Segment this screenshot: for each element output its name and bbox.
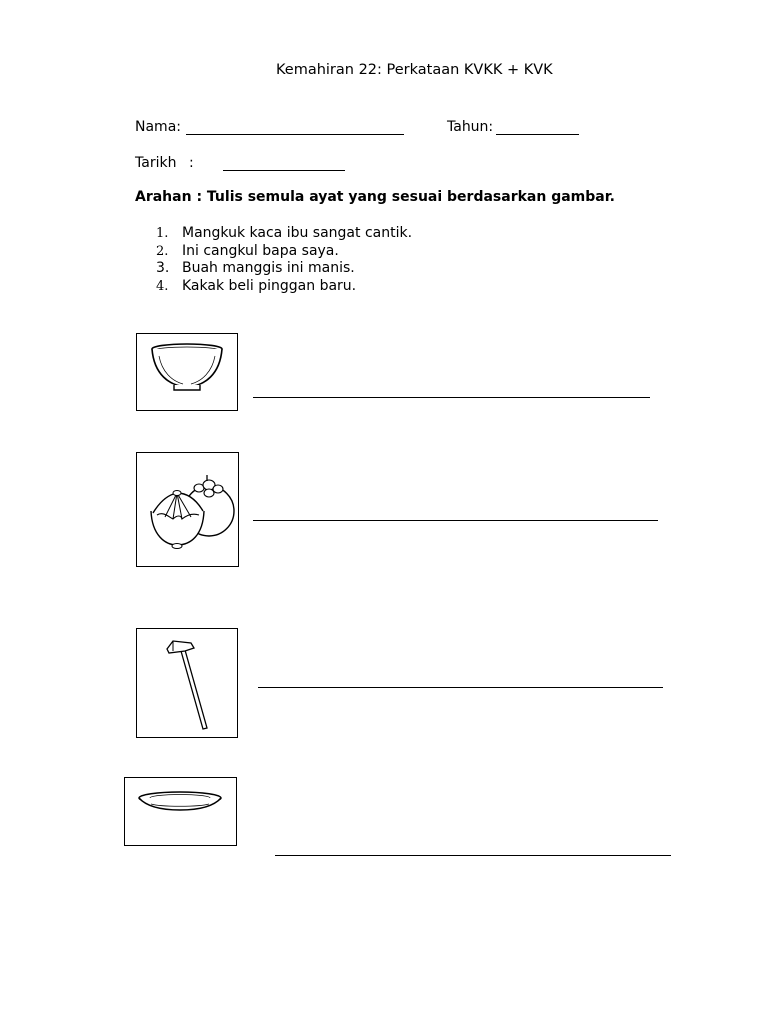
list-item-number: 4. <box>156 278 169 294</box>
list-item-number: 1. <box>156 226 169 241</box>
tahun-field[interactable] <box>496 134 579 135</box>
mangosteen-icon <box>137 453 238 566</box>
list-item <box>156 243 412 261</box>
list-item <box>156 260 412 278</box>
list-item-number: 3. <box>156 260 170 276</box>
answer-line-1[interactable] <box>253 397 650 398</box>
list-item-text: Buah manggis ini manis. <box>182 260 355 276</box>
list-item-text: Kakak beli pinggan baru. <box>182 277 357 294</box>
picture-box-mangosteen <box>136 452 239 567</box>
plate-icon <box>125 778 236 845</box>
list-item <box>156 278 412 296</box>
tarikh-field[interactable] <box>223 170 345 171</box>
list-item-text: Ini cangkul bapa saya. <box>182 242 339 259</box>
bowl-icon <box>137 334 237 410</box>
instruction-text: Arahan : Tulis semula ayat yang sesuai berdasarkan gambar. <box>135 189 615 205</box>
tahun-label: Tahun: <box>447 119 494 135</box>
list-item <box>156 225 412 243</box>
nama-label: Nama: <box>135 119 181 135</box>
tarikh-colon: : <box>189 155 194 171</box>
answer-line-2[interactable] <box>253 520 658 521</box>
list-item-number: 2. <box>156 243 169 259</box>
answer-line-3[interactable] <box>258 687 663 688</box>
answer-line-4[interactable] <box>275 855 671 856</box>
picture-box-bowl <box>136 333 238 411</box>
hoe-icon <box>137 629 237 737</box>
worksheet-title: Kemahiran 22: Perkataan KVKK + KVK <box>276 62 553 78</box>
picture-box-plate <box>124 777 237 846</box>
list-item-text: Mangkuk kaca ibu sangat cantik. <box>182 225 413 241</box>
nama-field[interactable] <box>186 134 404 135</box>
tarikh-label: Tarikh <box>135 155 177 171</box>
picture-box-hoe <box>136 628 238 738</box>
sentence-list <box>156 225 412 295</box>
